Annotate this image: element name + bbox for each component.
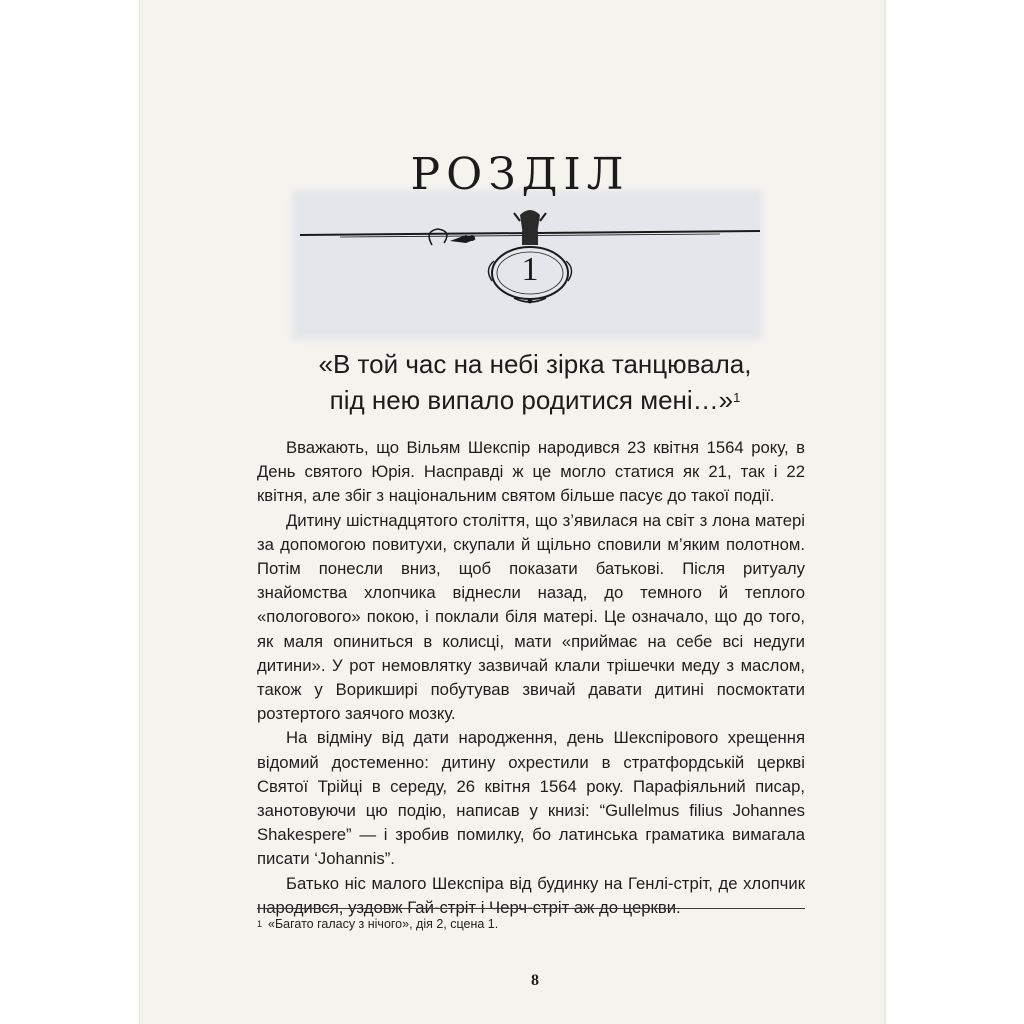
paragraph: На відміну від дати народження, день Шекспірового хрещення відомий достеменно: дитину охрестили в стратфордській церкві Святої Трійці в середу, 26 квітня 1564 року. Парафіяльний писар, занотовуючи цю подію, написав у книзі: “Gullelmus filius Johannes Shakespere” — і зробив помилку, бо латинська граматика вимагала писати ‘Johannis”. [257, 728, 805, 869]
epigraph-line: «В той час на небі зірка танцювала, [318, 349, 752, 379]
epigraph [290, 346, 780, 418]
page-edge [884, 0, 887, 1024]
chapter-number: 1 [521, 251, 539, 288]
page-number: 8 [531, 972, 539, 989]
paragraph: Батько ніс малого Шекспіра від будинку на Генлі-стріт, де хлопчик народився, уздовж Гай-стріт і Черч-стріт аж до церкви. [257, 873, 805, 917]
footnote-reference: 1 [733, 390, 741, 405]
epigraph-line-text: під нею випало родитися мені…» [329, 385, 734, 415]
body-text [257, 436, 805, 920]
footnote-mark: 1 [257, 919, 263, 929]
chapter-heading: РОЗДІЛ [410, 149, 630, 200]
paragraph: Вважають, що Вільям Шекспір народився 23 квітня 1564 року, в День святого Юрія. Насправді ж це могло статися як 21, так і 22 квітня, але збіг з національним святом більше пасує до такої події. [257, 438, 805, 506]
footnote [257, 915, 805, 933]
footnote-text: «Багато галасу з нічого», дія 2, сцена 1. [268, 917, 499, 931]
paragraph: Дитину шістнадцятого століття, що з’явилася на світ з лона матері за допомогою повитухи, скупали й щільно сповили м’яким полотном. Потім понесли вниз, щоб показати батькові. Після ритуалу знайомства хлопчика віднесли назад, до темного й теплого «пологового» покою, і поклали біля матері. Це означало, що до того, як маля опиниться в колисці, мати «приймає на себе всі недуги дитини». У рот немовлятку зазвичай клали трішечки меду з маслом, також у Ворикширі побутував звичай давати дитині посмоктати розтертого заячого мозку. [257, 510, 805, 724]
footnote-divider [257, 908, 805, 909]
epigraph-line [290, 382, 780, 418]
